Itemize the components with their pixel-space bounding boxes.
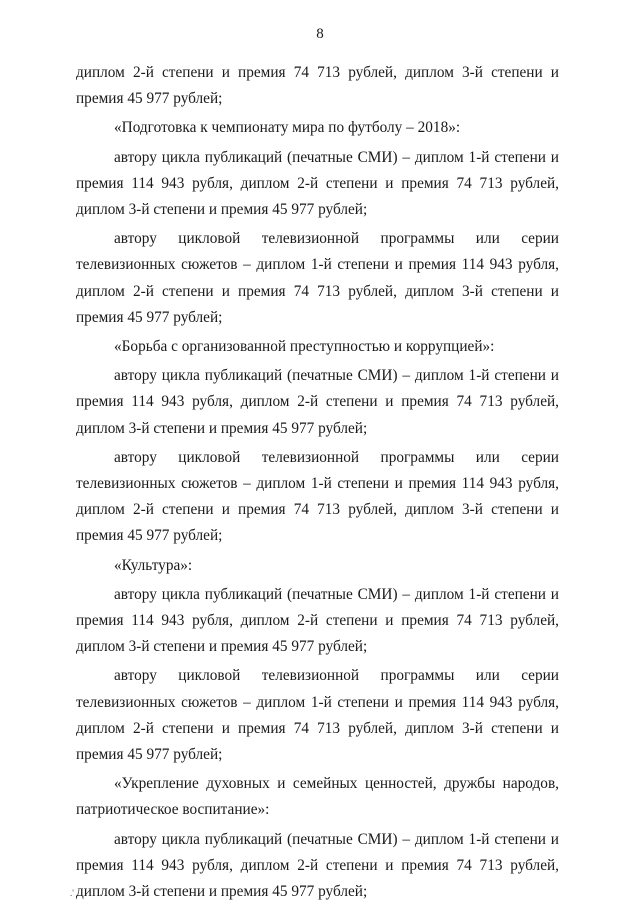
award-item-tv: автору цикловой телевизионной программы или серии телевизионных сюжетов – диплом 1-й степени и премия 114 943 рубля, диплом 2-й степени и премия 74 713 рублей, диплом 3-й степени и премия 45 977 рублей; bbox=[76, 667, 559, 764]
award-item-print: автору цикла публикаций (печатные СМИ) – диплом 1-й степени и премия 114 943 рубля, диплом 2-й степени и премия 74 713 рублей, диплом 3-й степени и премия 45 977 рублей; bbox=[76, 585, 559, 656]
award-item-print: автору цикла публикаций (печатные СМИ) – диплом 1-й степени и премия 114 943 рубля, диплом 2-й степени и премия 74 713 рублей, диплом 3-й степени и премия 45 977 рублей; bbox=[76, 148, 559, 219]
document-body bbox=[76, 60, 559, 908]
nomination-heading-football: «Подготовка к чемпионату мира по футболу – 2018»: bbox=[114, 119, 461, 137]
award-item-print: автору цикла публикаций (печатные СМИ) – диплом 1-й степени и премия 114 943 рубля, диплом 2-й степени и премия 74 713 рублей, диплом 3-й степени и премия 45 977 рублей; bbox=[76, 367, 559, 437]
award-item-tv: автору цикловой телевизионной программы или серии телевизионных сюжетов – диплом 1-й степени и премия 114 943 рубля, диплом 2-й степени и премия 74 713 рублей, диплом 3-й степени и премия 45 977 рублей; bbox=[76, 448, 559, 545]
award-item-print: автору цикла публикаций (печатные СМИ) – диплом 1-й степени и премия 114 943 рубля, диплом 2-й степени и премия 74 713 рублей, диплом 3-й степени и премия 45 977 рублей; bbox=[76, 830, 559, 901]
page-number: 8 bbox=[316, 26, 324, 42]
scan-artifact-mark: .' bbox=[70, 888, 74, 898]
paragraph-continuation: диплом 2-й степени и премия 74 713 рублей, диплом 3-й степени и премия 45 977 рублей; bbox=[76, 64, 559, 108]
nomination-heading-crime: «Борьба с организованной преступностью и коррупцией»: bbox=[114, 338, 495, 356]
nomination-heading-values: «Укрепление духовных и семейных ценностей, дружбы народов, патриотическое воспитание»: bbox=[76, 775, 559, 819]
nomination-heading-culture: «Культура»: bbox=[114, 556, 193, 574]
award-item-tv: автору цикловой телевизионной программы или серии телевизионных сюжетов – диплом 1-й степени и премия 114 943 рубля, диплом 2-й степени и премия 74 713 рублей, диплом 3-й степени и премия 45 977 рублей; bbox=[76, 230, 559, 326]
